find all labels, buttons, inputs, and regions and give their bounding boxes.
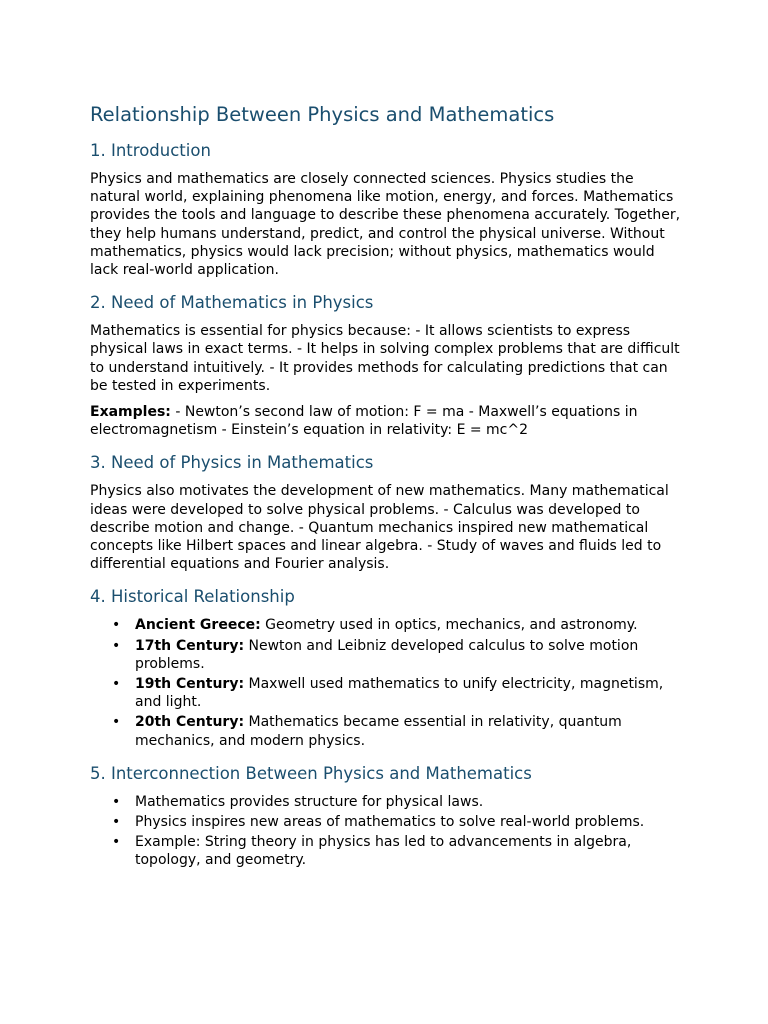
- section-heading-historical-relationship: 4. Historical Relationship: [90, 587, 295, 607]
- need-of-mathematics-paragraph: Mathematics is essential for physics because: - It allows scientists to express physical laws in exact terms. - It helps in solving complex problems that are difficult to understand intuitively. - It provides methods for calculating predictions that can be tested in experiments.: [90, 323, 680, 394]
- section-heading-introduction: 1. Introduction: [90, 141, 211, 160]
- bullet-icon: •: [112, 714, 121, 731]
- era-label: 20th Century:: [135, 714, 245, 731]
- section-heading-need-of-physics: 3. Need of Physics in Mathematics: [90, 453, 374, 473]
- list-item: [112, 793, 682, 811]
- list-item: [112, 616, 682, 634]
- list-item: [112, 713, 682, 749]
- bullet-icon: •: [112, 676, 121, 693]
- bullet-icon: •: [112, 834, 121, 851]
- examples-paragraph: [90, 403, 682, 439]
- examples-label: Examples:: [90, 404, 171, 421]
- list-item: [112, 833, 682, 869]
- document-title: Relationship Between Physics and Mathematics: [90, 103, 555, 126]
- era-text: Mathematics became essential in relativity, quantum mechanics, and modern physics.: [135, 714, 622, 749]
- interconnection-list: [90, 793, 682, 870]
- bullet-icon: •: [112, 637, 121, 654]
- list-item-text: Example: String theory in physics has led to advancements in algebra, topology, and geometry.: [135, 834, 632, 869]
- document-page: [90, 101, 682, 882]
- list-item: [112, 813, 682, 831]
- era-label: Ancient Greece:: [135, 617, 261, 634]
- introduction-paragraph: Physics and mathematics are closely connected sciences. Physics studies the natural world, explaining phenomena like motion, energy, and forces. Mathematics provides the tools and language to describe these phenomena accurately. Together, they help humans understand, predict, and control the physical universe. Without mathematics, physics would lack precision; without physics, mathematics would lack real-world application.: [90, 171, 681, 279]
- era-text: Newton and Leibniz developed calculus to solve motion problems.: [135, 637, 639, 672]
- era-text: Maxwell used mathematics to unify electricity, magnetism, and light.: [135, 676, 664, 711]
- bullet-icon: •: [112, 793, 121, 810]
- historical-list: [90, 616, 682, 749]
- bullet-icon: •: [112, 617, 121, 634]
- list-item: [112, 675, 682, 711]
- need-of-physics-paragraph: Physics also motivates the development of new mathematics. Many mathematical ideas were developed to solve physical problems. - Calculus was developed to describe motion and change. - Quantum mechanics inspired new mathematical concepts like Hilbert spaces and linear algebra. - Study of waves and fluids led to differential equations and Fourier analysis.: [90, 483, 669, 573]
- section-heading-need-of-mathematics: 2. Need of Mathematics in Physics: [90, 293, 374, 313]
- era-label: 19th Century:: [135, 676, 245, 693]
- list-item-text: Physics inspires new areas of mathematics to solve real-world problems.: [135, 814, 645, 831]
- list-item-text: Mathematics provides structure for physical laws.: [135, 793, 484, 810]
- era-text: Geometry used in optics, mechanics, and astronomy.: [260, 617, 638, 634]
- era-label: 17th Century:: [135, 637, 245, 654]
- bullet-icon: •: [112, 814, 121, 831]
- list-item: [112, 637, 682, 673]
- examples-text: - Newton’s second law of motion: F = ma - Maxwell’s equations in electromagnetism - Einstein’s equation in relativity: E = mc^2: [90, 404, 638, 439]
- section-heading-interconnection: 5. Interconnection Between Physics and Mathematics: [90, 763, 532, 783]
